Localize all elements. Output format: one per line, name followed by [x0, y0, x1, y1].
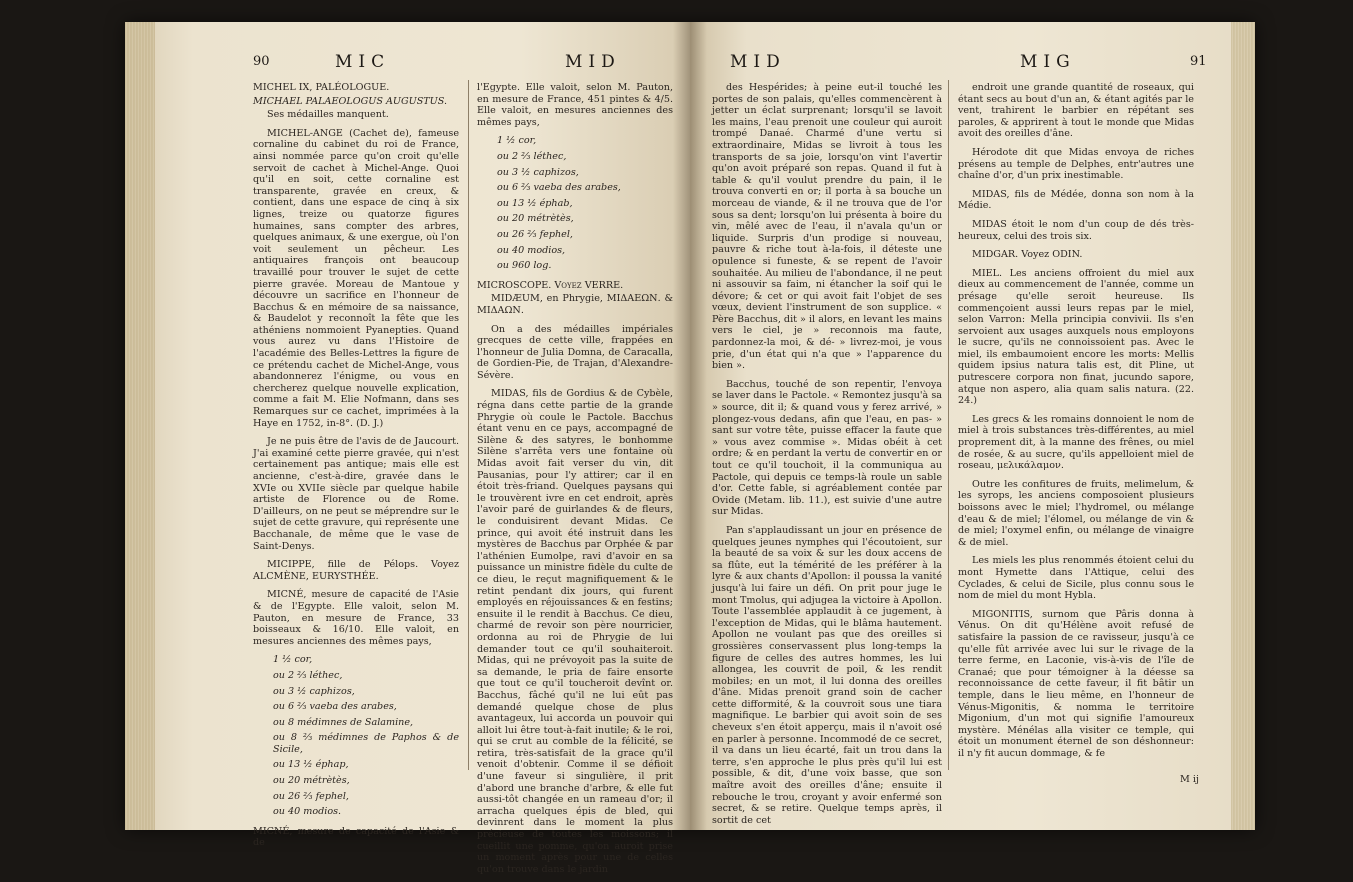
paragraph: Les miels les plus renommés étoient celui du mont Hymette dans l'Attique, celui des Cyclades, & celui de Sicile, plus connu sous le nom de miel du mont Hybla. — [958, 555, 1194, 602]
right-column-2 — [958, 82, 1194, 766]
list-item: ou 960 log. — [497, 260, 552, 272]
running-head-right-1: MID — [730, 52, 786, 72]
paragraph: MICIPPE, fille de Pélops. Voyez ALCMÈNE, EURYSTHÉE. — [253, 559, 459, 582]
signature-mark: M ij — [1180, 774, 1199, 785]
paragraph: MICHEL IX, PALÉOLOGUE. — [253, 82, 390, 93]
paragraph: endroit une grande quantité de roseaux, qui étant secs au bout d'un an, & étant agités par le vent, trahirent le barbier en répétant ses paroles, & apprirent à tout le monde que Midas avoit des oreilles d'âne. — [958, 82, 1194, 140]
list-item: ou 40 modios. — [273, 806, 342, 818]
paragraph: MIDAS, fils de Gordius & de Cybèle, régna dans cette partie de la grande Phrygie où coule le Pactole. Bacchus étant venu en ce pays, accompagné de Silène & des satyres, le bonhomme Silène s'arrêta vers une fontaine où Midas avoit fait verser du vin, dit Pausanias, pour l'y attirer; car il en étoit très-friand. Quelques paysans qui le trouvèrent ivre en cet endroit, après l'avoir paré de guirlandes & de fleurs, le conduisirent devant Midas. Ce prince, qui avoit été instruit dans les mystères de Bacchus par Orphée & par l'athénien Eumolpe, ravi d'avoir en sa puissance un ministre fidèle du culte de ce dieu, le reçut magnifiquement & le retint pendant dix jours, qui furent employés en réjouissances & en festins; ensuite il le rendit à Bacchus. Ce dieu, charmé de revoir son père nourricier, ordonna au roi de Phrygie de lui demander tout ce qu'il souhaiteroit. Midas, qui ne prévoyoit pas la suite de sa demande, le pria de faire ensorte que tout ce qu'il toucheroit devînt or. Bacchus, fâché qu'il ne lui eût pas demandé quelque chose de plus avantageux, lui accorda un pouvoir qui alloit lui être tout-à-fait inutile; & le roi, qui se crut au comble de la félicité, se retira, très-satisfait de la grace qu'il venoit d'obtenir. Comme il se défioit d'une faveur si singulière, il prit d'abord une branche d'arbre, & elle fut aussi-tôt changée en un rameau d'or; il arracha quelques épis de bled, qui devinrent dans le moment la plus précieuse de toutes les moissons; il cueillit une pomme, qu'on auroit prise un moment après pour une de celles qu'on trouve dans le jardin — [477, 388, 673, 875]
list-item: ou 40 modios, — [497, 244, 566, 256]
paragraph: MIDGAR. Voyez ODIN. — [972, 249, 1083, 261]
paragraph: Outre les confitures de fruits, melimelum, & les syrops, les anciens composoient plusieurs boissons avec le miel; l'hydromel, ou mélange d'eau & de miel; l'élomel, ou mélange de vin & de miel; l'oxymel enfin, ou mélange de vinaigre & de miel. — [958, 478, 1194, 548]
page-number-right: 91 — [1190, 54, 1207, 69]
running-head-left-1: MIC — [335, 52, 391, 72]
paragraph: MICNÉ, mesure de capacité de l'Asie & de l'Egypte. Elle valoit, selon M. Pauton, en mesure de France, 33 boisseaux & 16/10. Elle valoit, en mesures anciennes des mêmes pays, — [253, 589, 459, 647]
right-page — [690, 22, 1255, 830]
list-item: ou 26 ⅔ fephel, — [273, 790, 349, 802]
left-column-1 — [253, 82, 459, 856]
left-column-2 — [477, 82, 673, 882]
list-item: ou 2 ⅔ léthec, — [497, 150, 567, 162]
running-head-left-2: MID — [565, 52, 621, 72]
paragraph: On a des médailles impériales grecques de cette ville, frappées en l'honneur de Julia Domna, de Caracalla, de Gordien-Pie, de Trajan, d'Alexandre-Sévère. — [477, 323, 673, 381]
list-item: ou 26 ⅔ fephel, — [497, 228, 573, 240]
paragraph: des Hespérides; à peine eut-il touché les portes de son palais, qu'elles commencèrent à jetter un éclat surprenant; lorsqu'il se lavoit les mains, l'eau prenoit une couleur qui auroit trompé Danaé. Charmé d'une vertu si extraordinaire, Midas se livroit à tous les transports de sa joie, lorsqu'on vint l'avertir qu'on avoit préparé son repas. Quand il fut à table & qu'il voulut prendre du pain, il le trouva converti en or; il porta à sa bouche un morceau de viande, & il ne trouva que de l'or sous sa dent; lorsqu'on lui présenta à boire du vin, mêlé avec de l'eau, il n'avala qu'un or liquide. Surpris d'un prodige si nouveau, pauvre & riche tout à-la-fois, il déteste une opulence si funeste, & se repent de l'avoir souhaitée. Au milieu de l'abondance, il ne peut ni assouvir sa faim, ni étancher la soif qui le dévore; & cet or qui avoit fait l'objet de ses vœux, devient l'instrument de son supplice. « Père Bacchus, dit » il alors, en levant les mains vers le ciel, je » reconnois ma faute, pardonnez-la moi, & dé- » livrez-moi, je vous prie, d'un état qui n'a que » l'apparence du bien ». — [712, 82, 942, 372]
paragraph: Je ne puis être de l'avis de de Jaucourt. J'ai examiné cette pierre gravée, qui n'est certainement pas antique; mais elle est ancienne, c'est-à-dire, gravée dans le XVIe ou XVIIe siècle par quelque habile artiste de Florence ou de Rome. D'ailleurs, on ne peut se méprendre sur le sujet de cette gravure, qui représente une Bacchanale, de même que le vase de Saint-Denys. — [253, 436, 459, 552]
page-number-left: 90 — [253, 54, 270, 69]
open-book — [125, 22, 1255, 875]
right-column-1 — [712, 82, 942, 833]
measure-list — [497, 135, 673, 271]
list-item: 1 ½ cor, — [273, 654, 313, 666]
book-gutter — [673, 22, 707, 830]
page-edges-right — [1231, 22, 1255, 830]
paragraph: MIEL. Les anciens offroient du miel aux dieux au commencement de l'année, comme un présage qu'elle seroit heureuse. Ils commençoient aussi leurs repas par le miel, selon Varron: Mella principia convivii. Ils s'en servoient aux usages auxquels nous employons le sucre, qu'ils ne connoissoient pas. Avec le miel, ils embaumoient encore les morts: Mellis quidem ipsius natura talis est, dit Pline, ut putrescere corpora non finat, jucundo sapore, atque non aspero, alia quam salis natura. (22. 24.) — [958, 267, 1194, 407]
list-item: ou 8 ⅔ médimnes de Paphos & de Sicile, — [273, 732, 459, 755]
list-item: 1 ½ cor, — [497, 135, 537, 147]
column-rule-right — [948, 80, 949, 770]
paragraph: MIDAS étoit le nom d'un coup de dés très-heureux, celui des trois six. — [958, 218, 1194, 242]
list-item: ou 3 ½ caphizos, — [273, 685, 355, 697]
paragraph: Hérodote dit que Midas envoya de riches présens au temple de Delphes, entr'autres une chaîne d'or, d'un prix inestimable. — [958, 146, 1194, 182]
paragraph: Bacchus, touché de son repentir, l'envoya se laver dans le Pactole. « Remontez jusqu'à sa » source, dit il; & quand vous y ferez arrivé, » plongez-vous dedans, afin que l'eau, en pas- » sant sur votre tête, puisse effacer la faute que » vous avez commise ». Midas obéit à cet ordre; & en perdant la vertu de convertir en or tout ce qu'il touchoit, il la communiqua au Pactole, qui depuis ce temps-là roule un sable d'or. Cette fable, si agréablement contée par Ovide (Metam. lib. 11.), est suivie d'une autre sur Midas. — [712, 378, 942, 518]
paragraph: l'Egypte. Elle valoit, selon M. Pauton, en mesure de France, 451 pintes & 4/5. Elle valoit, en mesures anciennes des mêmes pays, — [477, 82, 673, 128]
paragraph: Ses médailles manquent. — [267, 109, 389, 121]
paragraph: Pan s'applaudissant un jour en présence de quelques jeunes nymphes qui l'écoutoient, sur la beauté de sa voix & sur les doux accens de sa flûte, eut la témérité de les préférer à la lyre & aux chants d'Apollon: il poussa la vanité jusqu'à lui faire un défi. On prit pour juge le mont Tmolus, qui adjugea la victoire à Apollon. Toute l'assemblée applaudit à ce jugement, à l'exception de Midas, qui le blâma hautement. Apollon ne voulant pas que des oreilles si grossières conservassent plus long-temps la figure de celles des autres hommes, les lui allongea, les couvrit de poil, & les rendit mobiles; en un mot, il lui donna des oreilles d'âne. Midas prenoit grand soin de cacher cette difformité, & la couvroit sous une tiara magnifique. Le barbier qui avoit soin de ses cheveux s'en étoit apperçu, mais il n'avoit osé en parler à personne. Incommodé de ce secret, il va dans un lieu écarté, fait un trou dans la terre, s'en approche le plus près qu'il lui est possible, & dit, d'une voix basse, que son maître avoit des oreilles d'âne; ensuite il rebouche le trou, croyant y avoir enfermé son secret, & se retire. Quelque temps après, il sortit de cet — [712, 524, 943, 826]
list-item: ou 20 métrètès, — [273, 775, 350, 787]
left-page — [125, 22, 690, 875]
list-item: ou 2 ⅔ léthec, — [273, 669, 343, 681]
list-item: ou 13 ½ éphab, — [497, 197, 573, 209]
list-item: ou 13 ½ éphap, — [273, 759, 349, 771]
paragraph: MICHAEL PALAEOLOGUS AUGUSTUS. — [253, 95, 448, 107]
column-rule — [468, 80, 469, 770]
measure-list — [273, 654, 459, 818]
paragraph: MICNÉ, mesure de capacité de l'Asie & de — [253, 825, 459, 849]
list-item: ou 6 ⅔ vaeba des arabes, — [497, 182, 621, 194]
list-item: ou 3 ½ caphizos, — [497, 166, 579, 178]
paragraph: MIDAS, fils de Médée, donna son nom à la Médie. — [958, 188, 1194, 212]
paragraph: Les grecs & les romains donnoient le nom de miel à trois substances très-différentes, au miel proprement dit, à la manne des frênes, ou miel de rosée, & au sucre, qu'ils appelloient miel de roseau, μελικάλαμον. — [958, 413, 1194, 472]
page-edges-left — [125, 22, 155, 830]
paragraph: MIGONITIS, surnom que Pâris donna à Vénus. On dit qu'Hélène avoit refusé de satisfaire la passion de ce ravisseur, jusqu'à ce qu'elle fût arrivée avec lui sur le rivage de la terre ferme, en Laconie, vis-à-vis de l'île de Cranaé; que pour témoigner à la déesse sa reconnoissance de cette faveur, il fit bâtir un temple, dans le lieu même, en l'honneur de Vénus-Migonitis, & nomma le territoire Migonium, d'un mot qui signifie l'amoureux mystère. Ménélas alla visiter ce temple, qui étoit un monument éternel de son déshonneur: il n'y fit aucun dommage, & fe — [958, 608, 1194, 759]
running-head-right-2: MIG — [1020, 52, 1076, 72]
paragraph: MICROSCOPE. Voyez VERRE. — [477, 279, 624, 291]
list-item: ou 6 ⅔ vaeba des arabes, — [273, 701, 397, 713]
list-item: ou 20 métrètès, — [497, 213, 574, 225]
paragraph: MICHEL-ANGE (Cachet de), fameuse cornaline du cabinet du roi de France, ainsi nommée parce qu'on croit qu'elle servoit de cachet à Michel-Ange. Quoi qu'il en soit, cette cornaline est transparente, gravée en creux, & contient, dans une espace de cinq à six lignes, treize ou quatorze figures humaines, sans compter des arbres, quelques animaux, & une exergue, où l'on voit seulement un pêcheur. Les antiquaires françois ont beaucoup travaillé pour trouver le sujet de cette pierre gravée. Moreau de Mantoue y découvre un sacrifice en l'honneur de Bacchus & en mémoire de sa naissance, & Baudelot y reconnoît la fête que les athéniens nommoient Pyanepties. Quand vous aurez vu dans l'Histoire de l'académie des Belles-Lettres la figure de ce prétendu cachet de Michel-Ange, vous abandonnerez l'énigme, ou vous en chercherez quelque nouvelle explication, comme a fait M. Elie Nofmann, dans ses Remarques sur ce cachet, imprimées à la Haye en 1752, in-8°. (D. J.) — [253, 127, 459, 429]
paragraph: MIDÆUM, en Phrygie, ΜΙΔΑΕΩΝ. & ΜΙΔΑΩΝ. — [477, 293, 673, 316]
list-item: ou 8 médimnes de Salamine, — [273, 716, 414, 728]
